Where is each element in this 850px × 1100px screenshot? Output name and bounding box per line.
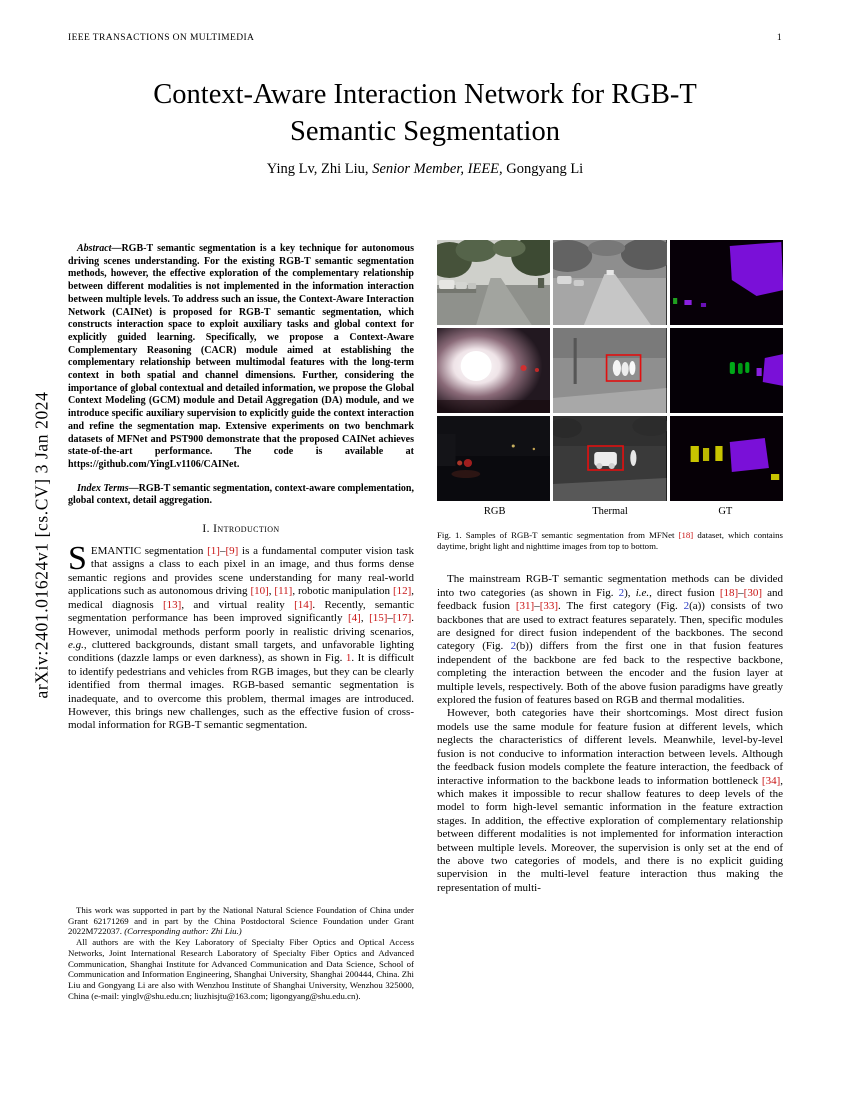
arxiv-identifier: arXiv:2401.01624v1 [cs.CV] 3 Jan 2024 [31, 391, 52, 699]
text-run: . The first category (Fig. [558, 600, 684, 613]
text-run: . However, unimodal methods perform poorly in realistic driving scenarios, [68, 612, 414, 638]
citation-link[interactable]: [18] [719, 586, 739, 599]
label-gt: GT [718, 506, 733, 517]
text-run: and feedback fusion [437, 586, 783, 613]
figure-reference-link[interactable]: 2 [683, 600, 690, 613]
nighttime-gt-svg [670, 416, 783, 501]
text-run: , [360, 612, 370, 625]
text-run: (a)) consists of two backbones that are used to extract features separately. Then, specific modules are designed for direct fusion independent of the backbones. The second category (Fig. [437, 600, 783, 653]
text-run: EMANTIC segmentation [90, 545, 208, 558]
citation-link[interactable]: [11] [274, 585, 293, 598]
text-run: . It is difficult to identify pedestrians and vehicles from RGB images, but they can be clearly identified from thermal images. RGB-based semantic segmentation is inadequate, and to overcome this problem, thermal images are introduced. However, this brings new challenges, such as the effective fusion of cross-modal information for RGB-T semantic segmentation. [68, 652, 414, 732]
citation-link[interactable]: 1 [345, 652, 352, 665]
text-run: , direct fusion [649, 586, 720, 599]
text-run: . Recently, semantic segmentation performance has been improved significantly [68, 598, 415, 625]
text-run: ), [624, 586, 636, 599]
citation-link[interactable]: [10] [250, 585, 269, 598]
daytime-rgb-image [437, 240, 550, 325]
italic-text: e.g. [68, 638, 84, 651]
brightlight-rgb-svg [437, 328, 550, 413]
brightlight-gt-svg [670, 328, 783, 413]
page-number: 1 [776, 33, 782, 43]
citation-link[interactable]: [17] [392, 612, 412, 625]
abstract-paragraph [68, 243, 414, 472]
intro-paragraph [68, 540, 415, 733]
citation-link[interactable]: [9] [225, 545, 239, 558]
text-run: dataset, which contains daytime, bright light and nighttime images from top to bottom. [437, 530, 783, 551]
index-terms-paragraph [68, 483, 414, 508]
text-run: , robotic manipulation [292, 585, 393, 598]
title-line-2: Semantic Segmentation [290, 116, 560, 147]
citation-link[interactable]: [12] [392, 585, 412, 598]
text-run: – [219, 545, 226, 558]
brightlight-thermal-svg [553, 328, 666, 413]
label-rgb: RGB [483, 506, 506, 517]
main-paragraph-2 [437, 707, 783, 895]
daytime-rgb-photo [437, 240, 550, 325]
nighttime-thermal-image [553, 416, 666, 501]
paper-title [75, 76, 775, 150]
author-line [75, 161, 775, 178]
label-thermal: Thermal [592, 506, 628, 517]
nighttime-rgb-photo [437, 416, 550, 501]
italic-text: (Corresponding author: Zhi Liu.) [124, 926, 242, 937]
daytime-thermal-image [553, 240, 666, 325]
paragraph-lead: Index Terms [77, 482, 129, 494]
main-paragraph-1 [437, 573, 783, 707]
nighttime-rgb-svg [437, 416, 550, 501]
title-line-1: Context-Aware Interaction Network for RGB-T [153, 79, 697, 110]
text-run: (b)) differs from the first one in that fusion features independent of the backbone are fed back to the respective backbone, completing the interaction between the encoder and the fusion layer at multiple levels, respectively. Both of the above fusion paradigms have greatly explored the fusion of features based on RGB and thermal modalities. [437, 640, 783, 707]
citation-link[interactable]: [31] [515, 600, 535, 613]
running-header [68, 33, 782, 43]
journal-name: IEEE TRANSACTIONS ON MULTIMEDIA [68, 33, 255, 43]
brightlight-thermal-image [553, 328, 666, 413]
intro-paragraph-text [68, 540, 415, 732]
text-run: This work was supported in part by the National Natural Science Foundation of China under Grant 62171269 and in part by the China Postdoctoral Science Foundation under Grant 2022M722037. [68, 905, 414, 937]
figure-1-caption [437, 530, 783, 551]
text-run: , [268, 585, 275, 598]
text-run: Fig. 1. Samples of RGB-T semantic segmentation from MFNet [437, 530, 679, 540]
text-run: . [236, 458, 240, 470]
daytime-thermal-svg [553, 240, 666, 325]
text-run: – [534, 600, 540, 613]
nighttime-thermal-svg [553, 416, 666, 501]
text-run: – [738, 586, 744, 599]
citation-link[interactable]: [33] [539, 600, 559, 613]
figure-1-grid [437, 240, 783, 501]
citation-link[interactable]: [30] [743, 586, 762, 599]
text-run: , medical diagnosis [68, 585, 415, 611]
brightlight-gt-segmentation [670, 328, 783, 413]
text-run: Gongyang Li [502, 161, 584, 177]
right-column [437, 240, 783, 895]
drop-cap: S [68, 540, 87, 578]
citation-link[interactable]: [18] [678, 530, 694, 540]
text-run: , which makes it impossible to recur shallow features to deep levels of the model to form high-level semantic information in the feature extraction stages. In addition, the effective exploration of complementary relationship between different modalities is not implemented for information interaction between multiple levels. Moreover, the supervision is only set at the end of the above two categories of models, and there is no explicit guiding supervision in the multi-level feature interaction thus making the representation of multi- [437, 774, 783, 894]
citation-link[interactable]: [15] [369, 612, 388, 625]
affiliation-footnote [68, 937, 414, 1001]
code-url-link[interactable]: https://github.com/YingLv1106/CAINet [68, 458, 237, 470]
text-run: However, both categories have their shortcomings. Most direct fusion models use the same module for feature fusion at different levels, which neglects the characteristics of different levels. Meanwhile, level-by-level fusion is not conducive to information interaction between levels. Although the feedback fusion models complete the feature interaction, the feedback of interactive information to the backbone leads to information bottleneck [437, 707, 783, 787]
right-column-body [437, 573, 783, 895]
paragraph-lead: Abstract [77, 243, 112, 254]
citation-link[interactable]: [14] [294, 598, 313, 611]
text-run: is a fundamental computer vision task that assigns a class to each pixel in an image, and thus forms dense semantic regions and provides scene understanding for many real-world applications such as autonomous driving [68, 545, 414, 598]
nighttime-gt-segmentation [670, 416, 783, 501]
citation-link[interactable]: [13] [163, 598, 182, 611]
footnote-block [68, 905, 414, 1001]
italic-text: Senior Member, IEEE, [372, 161, 503, 177]
figure-1-column-labels [437, 506, 783, 517]
left-column [68, 243, 414, 733]
italic-text: i.e. [635, 586, 650, 599]
brightlight-rgb-photo [437, 328, 550, 413]
text-run: – [387, 612, 393, 625]
text-run: —RGB-T semantic segmentation is a key technique for autonomous driving scenes understanding. For the existing RGB-T semantic segmentation methods, however, the effective exploration of the complementary relationship between different modalities is not implemented in the information interaction between multiple levels. To address such an issue, the Context-Aware Interaction Network (CAINet) is proposed for RGB-T semantic segmentation, which constructs interaction space to exploit auxiliary tasks and global context for explicitly guided learning. Specifically, we propose a Context-Aware Complementary Reasoning (CACR) module aimed at establishing the complementary relationship between multimodal features with the long-term context in both spatial and channel dimensions. Further, considering the importance of global contextual and detailed information, we propose the Global Context Modeling (GCM) module and Detail Aggregation (DA) module, and we introduce specific auxiliary supervision to explicitly guide the context interaction and refine the segmentation map. Extensive experiments on two benchmark datasets of MFNet and PST900 demonstrate that the proposed CAINet achieves state-of-the-art performance. The code is available at [68, 243, 414, 458]
daytime-gt-svg [670, 240, 783, 325]
citation-link[interactable]: [34] [761, 774, 781, 787]
section-heading-introduction: I. Introduction [202, 523, 280, 536]
text-run: Ying Lv, Zhi Liu, [266, 161, 373, 177]
citation-link[interactable]: [4] [347, 612, 361, 625]
figure-reference-link[interactable]: 2 [618, 586, 625, 599]
text-run: All authors are with the Key Laboratory of Specialty Fiber Optics and Optical Access Networks, Joint International Research Laboratory of Specialty Fiber Optics and Advanced Communication, Shanghai Institute for Advanced Communication and Data Science, School of Communication and Information Engineering, Shanghai University, Shanghai 200444, China. Zhi Liu and Gongyang Li are also with Wenzhou Institute of Shanghai University, Wenzhou 325000, China (e-mail: yinglv@shu.edu.cn; liuzhisjtu@163.com; ligongyang@shu.edu.cn). [68, 937, 414, 1001]
funding-footnote [68, 905, 414, 937]
text-run: The mainstream RGB-T semantic segmentation methods can be divided into two categories (as shown in Fig. [437, 573, 783, 599]
text-run: , and virtual reality [181, 598, 295, 611]
figure-reference-link[interactable]: 2 [510, 640, 517, 653]
text-run: —RGB-T semantic segmentation, context-aware complementation, global context, detail aggregation. [68, 482, 414, 507]
text-run: , cluttered backgrounds, distant small targets, and unfavorable lighting conditions (dazzle lamps or even darkness), as shown in Fig. [68, 638, 414, 665]
citation-link[interactable]: [1] [207, 545, 220, 558]
daytime-gt-segmentation [670, 240, 783, 325]
